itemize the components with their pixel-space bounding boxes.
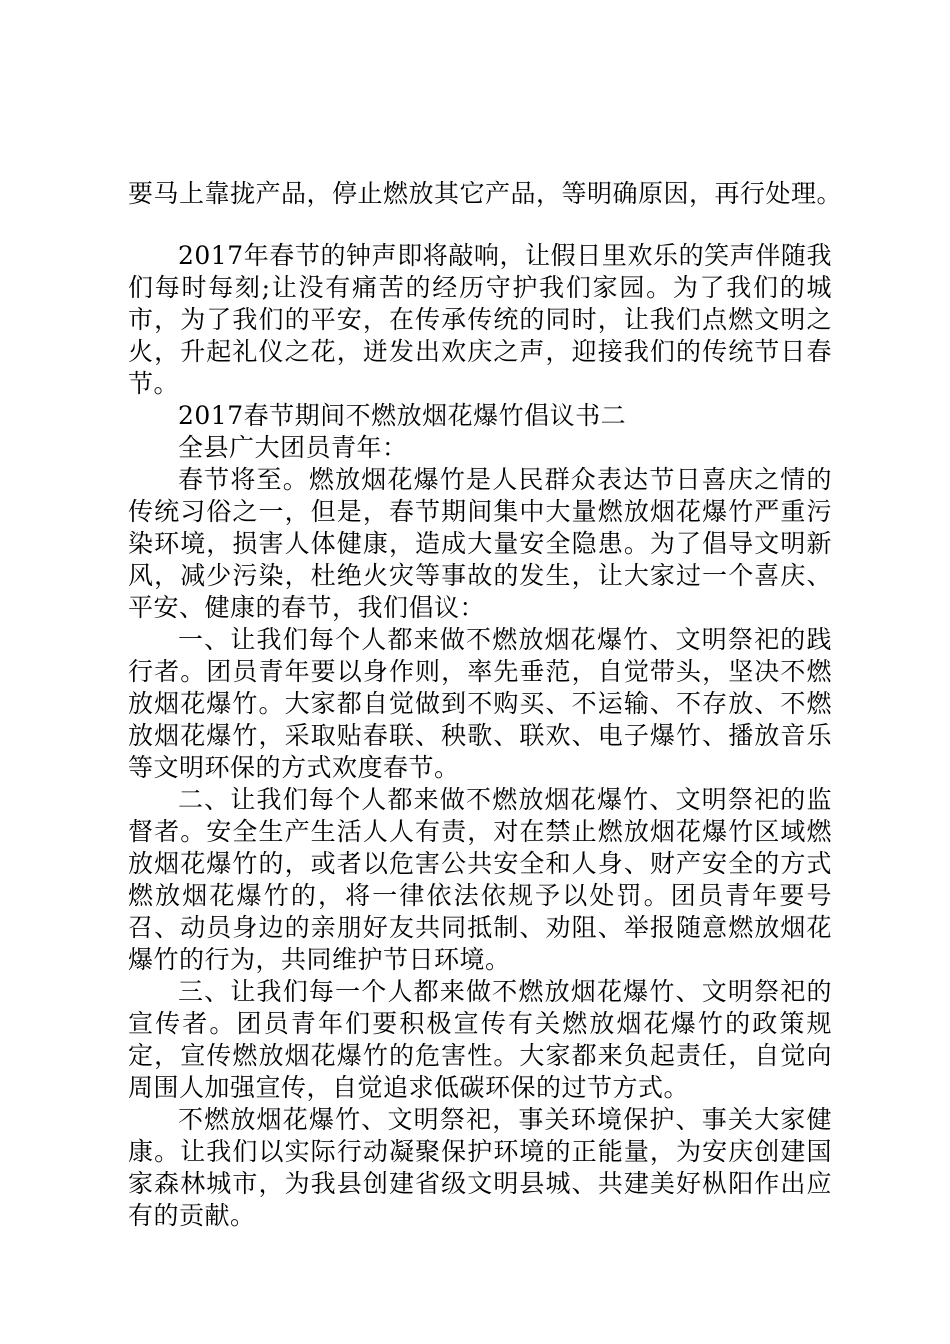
document-body	[128, 240, 832, 1232]
salutation: 全县广大团员青年：	[178, 433, 408, 462]
section-title: 2017春节期间不燃放烟花爆竹倡议书二	[178, 401, 627, 430]
opening-paragraph: 春节将至。燃放烟花爆竹是人民群众表达节日喜庆之情的传统习俗之一，但是，春节期间集中大量燃放烟花爆竹严重污染环境，损害人体健康，造成大量安全隐患。为了倡导文明新风，减少污染，杜绝火灾等事故的发生，让大家过一个喜庆、平安、健康的春节，我们倡议：	[128, 465, 832, 622]
proposal-one-paragraph: 一、让我们每个人都来做不燃放烟花爆竹、文明祭祀的践行者。团员青年要以身作则，率先垂范，自觉带头，坚决不燃放烟花爆竹。大家都自觉做到不购买、不运输、不存放、不燃放烟花爆竹，采取贴春联、秧歌、联欢、电子爆竹、播放音乐等文明环保的方式欢度春节。	[128, 625, 832, 782]
intro-paragraph: 2017年春节的钟声即将敲响，让假日里欢乐的笑声伴随我们每时每刻;让没有痛苦的经历守护我们家园。为了我们的城市，为了我们的平安，在传承传统的同时，让我们点燃文明之火，升起礼仪之花，迸发出欢庆之声，迎接我们的传统节日春节。	[128, 241, 832, 398]
continuation-block	[128, 178, 850, 210]
proposal-two-paragraph: 二、让我们每个人都来做不燃放烟花爆竹、文明祭祀的监督者。安全生产生活人人有责，对在禁止燃放烟花爆竹区域燃放烟花爆竹的，或者以危害公共安全和人身、财产安全的方式燃放烟花爆竹的，将一律依法依规予以处罚。团员青年要号召、动员身边的亲朋好友共同抵制、劝阻、举报随意燃放烟花爆竹的行为，共同维护节日环境。	[128, 785, 832, 974]
closing-paragraph: 不燃放烟花爆竹、文明祭祀，事关环境保护、事关大家健康。让我们以实际行动凝聚保护环境的正能量，为安庆创建国家森林城市，为我县创建省级文明县城、共建美好枞阳作出应有的贡献。	[128, 1105, 832, 1230]
proposal-three-paragraph: 三、让我们每一个人都来做不燃放烟花爆竹、文明祭祀的宣传者。团员青年们要积极宣传有关燃放烟花爆竹的政策规定，宣传燃放烟花爆竹的危害性。大家都来负起责任，自觉向周围人加强宣传，自觉追求低碳环保的过节方式。	[128, 977, 832, 1102]
continuation-paragraph: 要马上靠拢产品，停止燃放其它产品，等明确原因，再行处理。	[128, 179, 843, 208]
